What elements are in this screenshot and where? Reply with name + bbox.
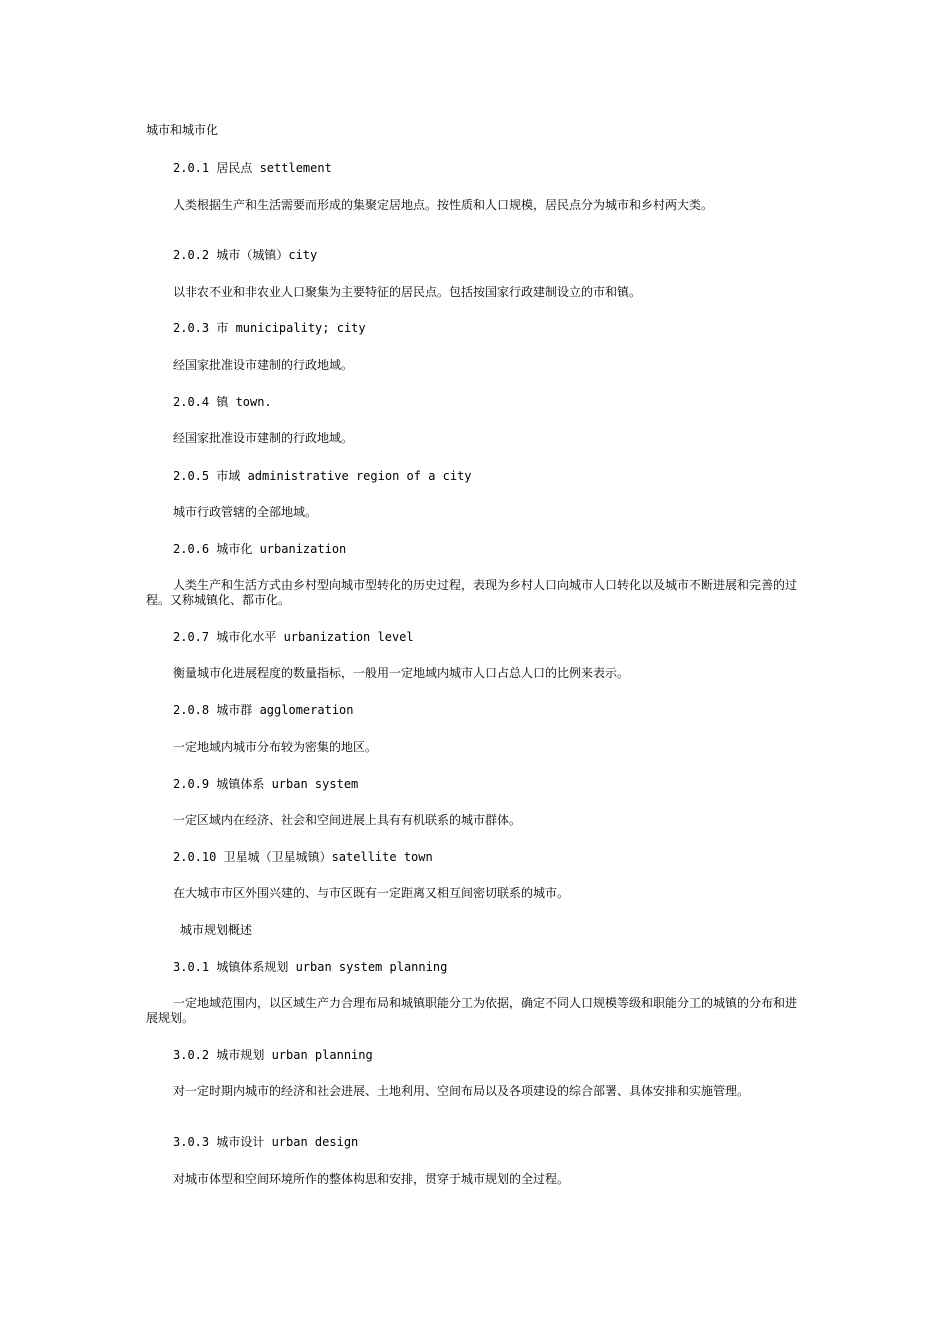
term-heading-3-0-1: 3.0.1 城镇体系规划 urban system planning [173, 960, 448, 974]
term-heading-2-0-8: 2.0.8 城市群 agglomeration [173, 703, 354, 717]
section-title-urban-planning-overview: 城市规划概述 [180, 923, 253, 937]
term-heading-2-0-9: 2.0.9 城镇体系 urban system [173, 777, 359, 791]
term-heading-2-0-2: 2.0.2 城市（城镇）city [173, 248, 318, 262]
term-definition-3-0-1: 一定地域范围内，以区域生产力合理布局和城镇职能分工为依据，确定不同人口规模等级和职能分工的城镇的分布和进展规划。 [146, 996, 798, 1025]
term-definition-3-0-3: 对城市体型和空间环境所作的整体构思和安排，贯穿于城市规划的全过程。 [173, 1172, 570, 1186]
term-heading-2-0-10: 2.0.10 卫星城（卫星城镇）satellite town [173, 850, 433, 864]
term-heading-2-0-4: 2.0.4 镇 town. [173, 395, 272, 409]
term-definition-2-0-7: 衡量城市化进展程度的数量指标，一般用一定地域内城市人口占总人口的比例来表示。 [173, 666, 630, 680]
term-definition-2-0-3: 经国家批准设市建制的行政地域。 [173, 358, 354, 372]
term-heading-2-0-1: 2.0.1 居民点 settlement [173, 161, 332, 175]
term-heading-3-0-3: 3.0.3 城市设计 urban design [173, 1135, 359, 1149]
term-heading-2-0-7: 2.0.7 城市化水平 urbanization level [173, 630, 414, 644]
term-heading-2-0-6: 2.0.6 城市化 urbanization [173, 542, 347, 556]
term-definition-2-0-5: 城市行政管辖的全部地域。 [173, 505, 318, 519]
term-heading-2-0-3: 2.0.3 市 municipality; city [173, 321, 366, 335]
term-definition-2-0-4: 经国家批准设市建制的行政地域。 [173, 431, 354, 445]
term-definition-2-0-6: 人类生产和生活方式由乡村型向城市型转化的历史过程，表现为乡村人口向城市人口转化以及城市不断进展和完善的过程。又称城镇化、都市化。 [146, 578, 798, 607]
term-heading-2-0-5: 2.0.5 市域 administrative region of a city [173, 469, 472, 483]
term-definition-2-0-1: 人类根据生产和生活需要而形成的集聚定居地点。按性质和人口规模，居民点分为城市和乡村两大类。 [173, 198, 714, 212]
section-title-urban-and-urbanization: 城市和城市化 [146, 123, 219, 137]
term-definition-2-0-8: 一定地域内城市分布较为密集的地区。 [173, 740, 378, 754]
term-definition-2-0-9: 一定区域内在经济、社会和空间进展上具有有机联系的城市群体。 [173, 813, 522, 827]
term-heading-3-0-2: 3.0.2 城市规划 urban planning [173, 1048, 373, 1062]
term-definition-2-0-2: 以非农不业和非农业人口聚集为主要特征的居民点。包括按国家行政建制设立的市和镇。 [173, 285, 642, 299]
term-definition-2-0-10: 在大城市市区外围兴建的、与市区既有一定距离又相互间密切联系的城市。 [173, 886, 570, 900]
term-definition-3-0-2: 对一定时期内城市的经济和社会进展、土地利用、空间布局以及各项建设的综合部署、具体安排和实施管理。 [173, 1084, 750, 1098]
